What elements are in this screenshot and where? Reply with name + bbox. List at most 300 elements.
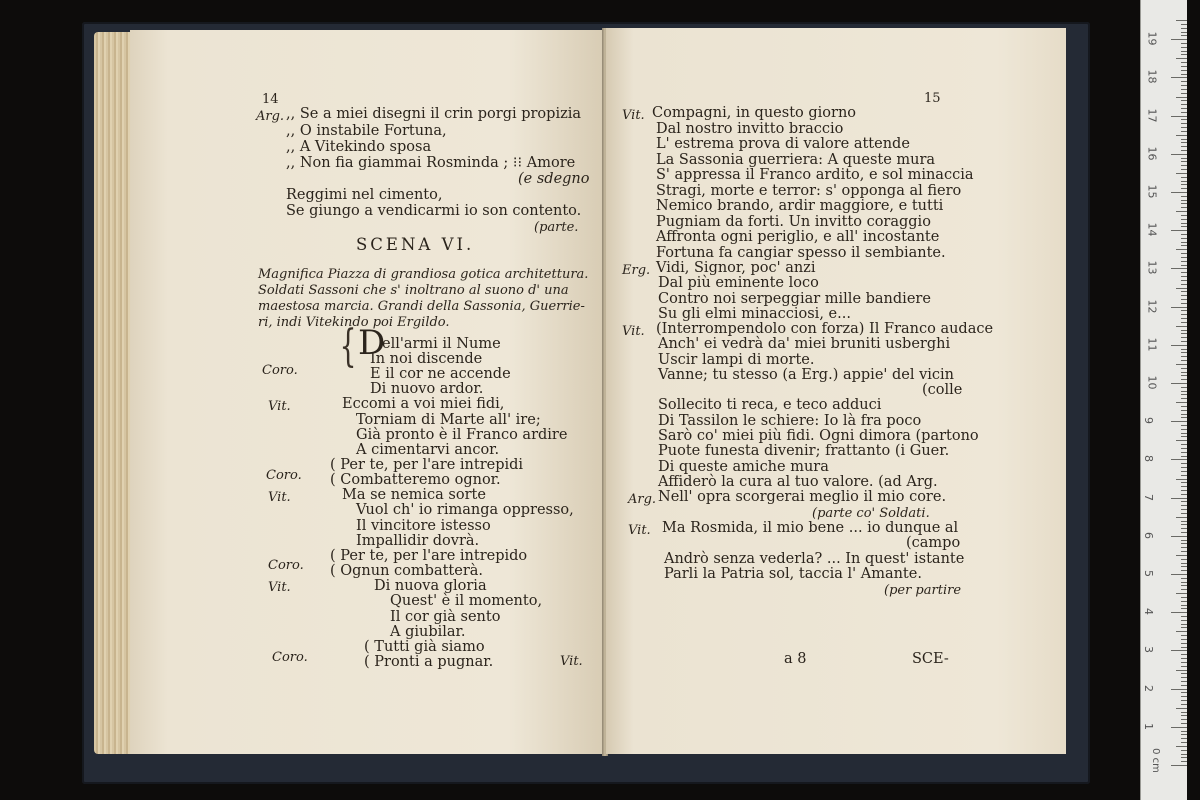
ruler-tick — [1181, 639, 1187, 640]
ruler-tick — [1181, 276, 1187, 277]
ruler-tick — [1181, 681, 1187, 682]
ruler-tick — [1181, 314, 1187, 315]
ruler-tick — [1181, 181, 1187, 182]
ruler-tick — [1181, 731, 1187, 732]
ruler-tick — [1181, 662, 1187, 663]
ruler-tick — [1181, 750, 1187, 751]
catchword: SCE- — [912, 651, 949, 667]
ruler-number: 14 — [1145, 222, 1159, 237]
ruler-tick — [1181, 754, 1187, 755]
ruler-tick — [1171, 421, 1187, 422]
ruler-tick — [1181, 666, 1187, 667]
ruler-number: 17 — [1145, 108, 1159, 123]
verse-line: ( Ognun combatterà. — [330, 563, 484, 579]
ruler-tick — [1181, 551, 1187, 552]
stage-direction-line: Soldati Sassoni che s' inoltrano al suono d' una — [258, 283, 569, 298]
ruler-tick — [1181, 131, 1187, 132]
ruler-tick — [1181, 578, 1187, 579]
ruler-tick — [1181, 322, 1187, 323]
prose-line: Stragi, morte e terror: s' opponga al fiero — [656, 183, 962, 199]
ruler-tick — [1181, 704, 1187, 705]
ruler-tick — [1181, 299, 1187, 300]
ruler-tick — [1181, 47, 1187, 48]
ruler-tick — [1181, 394, 1187, 395]
verse-line: Già pronto è il Franco ardire — [356, 427, 568, 443]
ruler-tick — [1181, 177, 1187, 178]
ruler-tick — [1181, 203, 1187, 204]
prose-line: Di Tassilon le schiere: Io là fra poco — [658, 413, 922, 429]
ruler-tick — [1181, 624, 1187, 625]
verse-line: Il vincitore istesso — [356, 518, 491, 534]
ruler-number: 16 — [1145, 146, 1159, 161]
ruler-tick — [1176, 135, 1187, 136]
ruler-tick — [1181, 620, 1187, 621]
ruler-tick — [1181, 700, 1187, 701]
ruler-tick — [1176, 97, 1187, 98]
ruler-tick — [1181, 563, 1187, 564]
ruler-tick — [1181, 81, 1187, 82]
ruler-tick — [1171, 154, 1187, 155]
ruler-tick — [1176, 58, 1187, 59]
ruler-tick — [1176, 326, 1187, 327]
ruler-tick — [1181, 597, 1187, 598]
prose-line: Parli la Patria sol, taccia l' Amante. — [664, 566, 922, 582]
ruler-tick — [1181, 330, 1187, 331]
ruler-tick — [1181, 226, 1187, 227]
speaker-label: Vit. — [268, 580, 291, 595]
ruler-tick — [1176, 440, 1187, 441]
ruler-tick — [1181, 658, 1187, 659]
ruler-tick — [1181, 589, 1187, 590]
verse-line: In noi discende — [370, 351, 483, 367]
ruler-tick — [1181, 734, 1187, 735]
prose-line: Vanne; tu stesso (a Erg.) appie' del vicin — [658, 367, 955, 383]
ruler-tick — [1171, 77, 1187, 78]
ruler-tick — [1176, 288, 1187, 289]
speaker-label: Coro. — [262, 363, 298, 378]
prose-line: La Sassonia guerriera: A queste mura — [656, 152, 936, 168]
ruler-tick — [1181, 66, 1187, 67]
ruler-tick — [1181, 417, 1187, 418]
ruler-tick — [1181, 108, 1187, 109]
ruler-tick — [1171, 192, 1187, 193]
ruler-tick — [1181, 360, 1187, 361]
ruler-tick — [1181, 51, 1187, 52]
verse-line: A giubilar. — [390, 624, 466, 640]
ruler-tick — [1181, 356, 1187, 357]
ruler-tick — [1181, 372, 1187, 373]
ruler-tick — [1181, 677, 1187, 678]
ruler-tick — [1181, 410, 1187, 411]
prose-line: Puote funesta divenir; frattanto (i Guer. — [658, 443, 950, 459]
ruler-tick — [1171, 765, 1187, 766]
stage-note: (parte. — [534, 220, 579, 235]
ruler-tick — [1176, 249, 1187, 250]
ruler-tick — [1181, 200, 1187, 201]
ruler-number: 19 — [1145, 31, 1159, 46]
ruler-tick — [1181, 570, 1187, 571]
ruler-tick — [1181, 337, 1187, 338]
stage-direction-line: maestosa marcia. Grandi della Sassonia, Guerrie- — [258, 299, 585, 314]
ruler-tick — [1181, 448, 1187, 449]
ruler-tick — [1181, 490, 1187, 491]
prose-line: Compagni, in questo giorno — [652, 105, 857, 121]
ruler-tick — [1181, 582, 1187, 583]
ruler-tick — [1181, 521, 1187, 522]
ruler-tick — [1181, 505, 1187, 506]
ruler-tick — [1181, 295, 1187, 296]
ruler-tick — [1181, 616, 1187, 617]
ruler-tick — [1181, 188, 1187, 189]
ruler-tick — [1181, 452, 1187, 453]
ruler-tick — [1181, 32, 1187, 33]
ruler-tick — [1181, 540, 1187, 541]
prose-line: (colle — [922, 382, 963, 398]
ruler-tick — [1181, 482, 1187, 483]
ruler-tick — [1181, 93, 1187, 94]
ruler-number: 11 — [1145, 337, 1159, 352]
ruler-number: 10 — [1145, 375, 1159, 390]
ruler-tick — [1181, 43, 1187, 44]
ruler-tick — [1181, 349, 1187, 350]
ruler-tick — [1171, 459, 1187, 460]
ruler-tick — [1181, 509, 1187, 510]
ruler-tick — [1181, 543, 1187, 544]
ruler-tick — [1181, 494, 1187, 495]
verse-line: ( Combatteremo ognor. — [330, 472, 501, 488]
ruler-tick — [1181, 391, 1187, 392]
ruler-number: 6 — [1142, 531, 1155, 539]
ruler-tick — [1181, 673, 1187, 674]
ruler-tick — [1181, 158, 1187, 159]
prose-line: Nemico brando, ardir maggiore, e tutti — [656, 198, 944, 214]
speaker-label: Arg. — [628, 492, 657, 507]
drop-cap: D — [358, 323, 386, 363]
ruler-tick — [1181, 742, 1187, 743]
ruler-tick — [1181, 467, 1187, 468]
ruler-tick — [1181, 215, 1187, 216]
right-page-number: 15 — [924, 91, 941, 106]
verse-line: ( Pronti a pugnar. — [364, 654, 494, 670]
ruler-tick — [1181, 723, 1187, 724]
ruler-tick — [1176, 746, 1187, 747]
verse-line: Impallidir dovrà. — [356, 533, 480, 549]
ruler-tick — [1176, 555, 1187, 556]
verse-line: Quest' è il momento, — [390, 593, 543, 609]
ruler-unit-label: 0 cm — [1149, 748, 1161, 773]
verse-line: Di nuovo ardor. — [370, 381, 484, 397]
right-page — [606, 28, 1066, 754]
verse-line: Se giungo a vendicarmi io son contento. — [286, 203, 582, 219]
ruler-tick — [1181, 605, 1187, 606]
ruler-number: 7 — [1142, 493, 1155, 501]
ruler-tick — [1181, 333, 1187, 334]
speaker-label: Coro. — [272, 650, 308, 665]
stage-note: (parte co' Soldati. — [812, 506, 930, 521]
ruler-tick — [1181, 352, 1187, 353]
ruler-number: 13 — [1145, 260, 1159, 275]
ruler-tick — [1181, 719, 1187, 720]
prose-line: L' estrema prova di valore attende — [656, 136, 910, 152]
ruler-tick — [1181, 436, 1187, 437]
ruler-tick — [1181, 757, 1187, 758]
stage-direction-line: ri, indi Vitekindo poi Ergildo. — [258, 315, 450, 330]
verse-line: Vuol ch' io rimanga oppresso, — [356, 502, 574, 518]
ruler-tick — [1181, 429, 1187, 430]
prose-line: S' appressa il Franco ardito, e sol minaccia — [656, 167, 974, 183]
prose-line: Contro noi serpeggiar mille bandiere — [658, 291, 931, 307]
ruler-tick — [1181, 387, 1187, 388]
ruler-tick — [1181, 696, 1187, 697]
ruler-tick — [1181, 127, 1187, 128]
prose-line: Fortuna fa cangiar spesso il sembiante. — [656, 245, 946, 261]
ruler-tick — [1181, 146, 1187, 147]
ruler-tick — [1181, 223, 1187, 224]
ruler-tick — [1176, 479, 1187, 480]
prose-line: Andrò senza vederla? ... In quest' istante — [664, 551, 965, 567]
ruler-tick — [1181, 375, 1187, 376]
ruler-tick — [1171, 116, 1187, 117]
speaker-label: Vit. — [622, 324, 645, 339]
signature-mark: a 8 — [784, 651, 807, 667]
ruler-tick — [1181, 261, 1187, 262]
ruler-tick — [1181, 242, 1187, 243]
verse-line: Di nuova gloria — [374, 578, 487, 594]
prose-line: Pugniam da forti. Un invitto coraggio — [656, 214, 931, 230]
ruler-tick — [1181, 486, 1187, 487]
ruler-tick — [1171, 536, 1187, 537]
ruler-tick — [1181, 547, 1187, 548]
ruler-tick — [1181, 654, 1187, 655]
speaker-label: Arg. — [256, 109, 285, 124]
ruler-number: 1 — [1142, 722, 1155, 730]
ruler-tick — [1171, 650, 1187, 651]
catchword: Vit. — [560, 654, 583, 669]
ruler-tick — [1181, 738, 1187, 739]
verse-line: Ma se nemica sorte — [342, 487, 486, 503]
stage-note: (per partire — [884, 583, 962, 598]
ruler-number: 9 — [1142, 417, 1155, 425]
ruler-tick — [1181, 601, 1187, 602]
verse-line: ,, Se a miei disegni il crin porgi propizia — [286, 106, 582, 122]
verse-line: ( Per te, per l'are intrepido — [330, 548, 528, 564]
ruler-tick — [1181, 119, 1187, 120]
ruler-tick — [1171, 230, 1187, 231]
ruler-tick — [1181, 161, 1187, 162]
prose-line: Anch' ei vedrà da' miei bruniti usberghi — [658, 336, 951, 352]
ruler-tick — [1181, 368, 1187, 369]
speaker-label: Erg. — [622, 263, 651, 278]
ruler-tick — [1181, 28, 1187, 29]
ruler-tick — [1181, 379, 1187, 380]
ruler-tick — [1181, 643, 1187, 644]
ruler-tick — [1181, 89, 1187, 90]
ruler-tick — [1181, 207, 1187, 208]
scene-title: SCENA VI. — [356, 235, 475, 254]
ruler-tick — [1181, 524, 1187, 525]
ruler-tick — [1171, 612, 1187, 613]
measurement-ruler — [1140, 0, 1187, 800]
prose-line: Di queste amiche mura — [658, 459, 829, 475]
ruler-tick — [1181, 318, 1187, 319]
ruler-tick — [1181, 608, 1187, 609]
verse-line: A cimentarvi ancor. — [356, 442, 500, 458]
verse-line: Reggimi nel cimento, — [286, 187, 443, 203]
stage-direction-line: Magnifica Piazza di grandiosa gotica architettura. — [258, 267, 589, 282]
ruler-tick — [1181, 104, 1187, 105]
prose-line: Nell' opra scorgerai meglio il mio core. — [658, 489, 947, 505]
ruler-tick — [1181, 234, 1187, 235]
ruler-number: 12 — [1145, 299, 1159, 314]
ruler-number: 3 — [1142, 646, 1155, 654]
ruler-tick — [1181, 54, 1187, 55]
ruler-tick — [1181, 513, 1187, 514]
left-page-number: 14 — [262, 92, 279, 107]
speaker-label: Vit. — [268, 399, 291, 414]
ruler-tick — [1171, 689, 1187, 690]
ruler-tick — [1181, 303, 1187, 304]
ruler-number: 8 — [1142, 455, 1155, 463]
verse-line: ,, O instabile Fortuna, — [286, 123, 447, 139]
ruler-tick — [1181, 685, 1187, 686]
ruler-tick — [1181, 647, 1187, 648]
verse-line: ,, Non fia giammai Rosminda ; ⁝⁝ Amore — [286, 155, 576, 171]
ruler-tick — [1181, 627, 1187, 628]
prose-line: Uscir lampi di morte. — [658, 352, 815, 368]
ruler-number: 2 — [1142, 684, 1155, 692]
ruler-number: 18 — [1145, 69, 1159, 84]
ruler-tick — [1176, 20, 1187, 21]
ruler-tick — [1176, 173, 1187, 174]
ruler-tick — [1181, 74, 1187, 75]
ruler-tick — [1181, 761, 1187, 762]
ruler-tick — [1181, 433, 1187, 434]
prose-line: Su gli elmi minacciosi, e... — [658, 306, 851, 322]
ruler-tick — [1181, 463, 1187, 464]
ruler-tick — [1176, 517, 1187, 518]
ruler-tick — [1181, 280, 1187, 281]
ruler-tick — [1181, 238, 1187, 239]
verse-line: ,, A Vitekindo sposa — [286, 139, 432, 155]
ruler-tick — [1181, 398, 1187, 399]
ruler-tick — [1181, 139, 1187, 140]
ruler-tick — [1181, 715, 1187, 716]
ruler-tick — [1181, 635, 1187, 636]
ruler-tick — [1181, 257, 1187, 258]
verse-line: (e sdegno — [518, 171, 590, 187]
ruler-tick — [1181, 566, 1187, 567]
ruler-tick — [1181, 62, 1187, 63]
ruler-tick — [1171, 727, 1187, 728]
ruler-tick — [1171, 383, 1187, 384]
prose-line: Affiderò la cura al tuo valore. (ad Arg. — [658, 474, 938, 490]
ruler-tick — [1181, 585, 1187, 586]
ruler-tick — [1181, 184, 1187, 185]
ruler-tick — [1181, 142, 1187, 143]
ruler-tick — [1181, 245, 1187, 246]
speaker-label: Coro. — [268, 558, 304, 573]
ruler-tick — [1181, 528, 1187, 529]
ruler-tick — [1181, 24, 1187, 25]
ruler-tick — [1181, 291, 1187, 292]
ruler-tick — [1176, 402, 1187, 403]
verse-line: E il cor ne accende — [370, 366, 511, 382]
verse-line: Il cor già sento — [390, 609, 501, 625]
ruler-tick — [1181, 559, 1187, 560]
verse-line: ( Per te, per l'are intrepidi — [330, 457, 524, 473]
ruler-tick — [1171, 345, 1187, 346]
ruler-tick — [1181, 123, 1187, 124]
ruler-tick — [1181, 414, 1187, 415]
ruler-tick — [1181, 253, 1187, 254]
speaker-label: Coro. — [266, 468, 302, 483]
ruler-tick — [1176, 670, 1187, 671]
ruler-tick — [1171, 574, 1187, 575]
speaker-label: Vit. — [622, 108, 645, 123]
ruler-tick — [1181, 85, 1187, 86]
chorus-brace: { — [339, 321, 357, 372]
prose-line: Sarò co' miei più fidi. Ogni dimora (partono — [658, 428, 979, 444]
ruler-tick — [1181, 475, 1187, 476]
ruler-tick — [1181, 471, 1187, 472]
prose-line: Dal più eminente loco — [658, 275, 819, 291]
prose-line: Affronta ogni periglio, e all' incostante — [656, 229, 940, 245]
ruler-tick — [1181, 219, 1187, 220]
ruler-tick — [1176, 631, 1187, 632]
ruler-tick — [1181, 165, 1187, 166]
ruler-tick — [1181, 196, 1187, 197]
ruler-tick — [1181, 284, 1187, 285]
speaker-label: Vit. — [268, 490, 291, 505]
ruler-tick — [1171, 498, 1187, 499]
ruler-tick — [1181, 35, 1187, 36]
prose-line: (Interrompendolo con forza) Il Franco audace — [656, 321, 994, 337]
ruler-tick — [1181, 70, 1187, 71]
ruler-tick — [1181, 169, 1187, 170]
ruler-tick — [1176, 211, 1187, 212]
ruler-tick — [1181, 501, 1187, 502]
left-page — [130, 30, 604, 754]
page-edges — [94, 32, 134, 754]
ruler-tick — [1181, 272, 1187, 273]
prose-line: Ma Rosmida, il mio bene ... io dunque al — [662, 520, 959, 536]
ruler-tick — [1181, 310, 1187, 311]
ruler-tick — [1181, 456, 1187, 457]
prose-line: Dal nostro invitto braccio — [656, 121, 844, 137]
ruler-tick — [1181, 532, 1187, 533]
ruler-tick — [1181, 712, 1187, 713]
ruler-number: 4 — [1142, 608, 1155, 616]
speaker-label: Vit. — [628, 523, 651, 538]
ruler-tick — [1176, 364, 1187, 365]
ruler-number: 5 — [1142, 570, 1155, 577]
ruler-tick — [1176, 708, 1187, 709]
ruler-tick — [1181, 692, 1187, 693]
ruler-tick — [1181, 341, 1187, 342]
ruler-tick — [1181, 112, 1187, 113]
verse-line: ( Tutti già siamo — [364, 639, 485, 655]
ruler-tick — [1171, 39, 1187, 40]
ruler-tick — [1181, 265, 1187, 266]
ruler-tick — [1181, 100, 1187, 101]
prose-line: (campo — [906, 535, 961, 551]
prose-line: Vidi, Signor, poc' anzi — [656, 260, 816, 276]
ruler-tick — [1171, 268, 1187, 269]
ruler-tick — [1181, 406, 1187, 407]
ruler-number: 15 — [1145, 184, 1159, 199]
prose-line: Sollecito ti reca, e teco adduci — [658, 397, 882, 413]
verse-line: ell'armi il Nume — [382, 336, 501, 352]
